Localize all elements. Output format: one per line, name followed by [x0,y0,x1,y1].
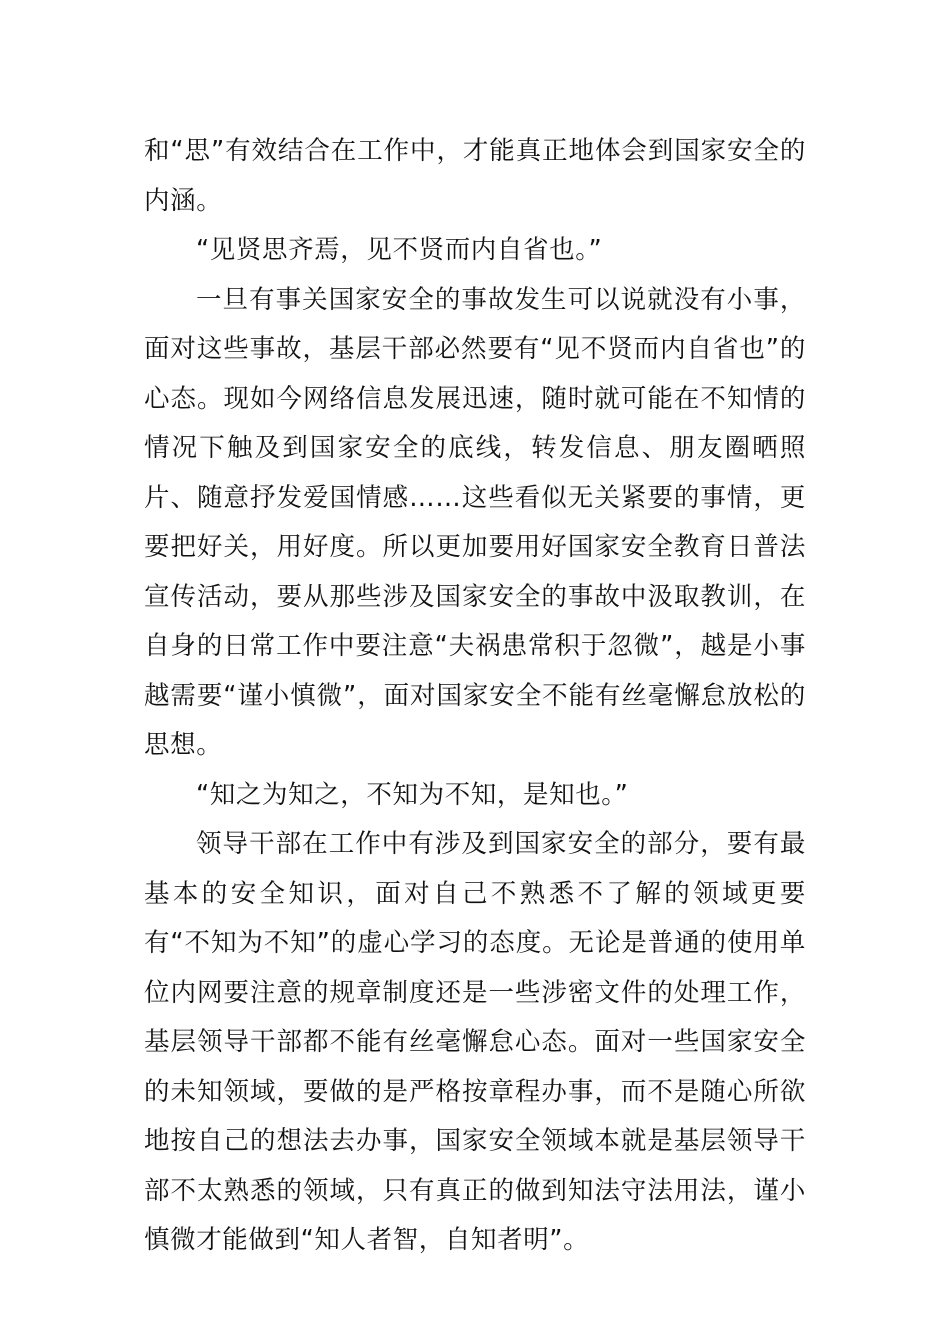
paragraph-quote-1: “见贤思齐焉，见不贤而内自省也。” [196,235,603,265]
paragraph-body-2: 领导干部在工作中有涉及到国家安全的部分，要有最基本的安全知识，面对自己不熟悉不了解的领域更要有“不知为不知”的虚心学习的态度。无论是普通的使用单位内网要注意的规章制度还是一些涉密文件的处理工作，基层领导干部都不能有丝毫懈怠心态。面对一些国家安全的未知领域，要做的是严格按章程办事，而不是随心所欲地按自己的想法去办事，国家安全领域本就是基层领导干部不太熟悉的领域，只有真正的做到知法守法用法，谨小慎微才能做到“知人者智，自知者明”。 [144,829,806,1255]
paragraph-quote-2: “知之为知之，不知为不知，是知也。” [196,779,629,810]
document-body [144,127,806,1266]
paragraph-continuation: 和“思”有效结合在工作中，才能真正地体会到国家安全的内涵。 [144,136,806,216]
paragraph-body-1: 一旦有事关国家安全的事故发生可以说就没有小事，面对这些事故，基层干部必然要有“见不贤而内自省也”的心态。现如今网络信息发展迅速，随时就可能在不知情的情况下触及到国家安全的底线，转发信息、朋友圈晒照片、随意抒发爱国情感……这些看似无关紧要的事情，更要把好关，用好度。所以更加要用好国家安全教育日普法宣传活动，要从那些涉及国家安全的事故中汲取教训，在自身的日常工作中要注意“夫祸患常积于忽微”，越是小事越需要“谨小慎微”，面对国家安全不能有丝毫懈怠放松的思想。 [144,284,806,760]
